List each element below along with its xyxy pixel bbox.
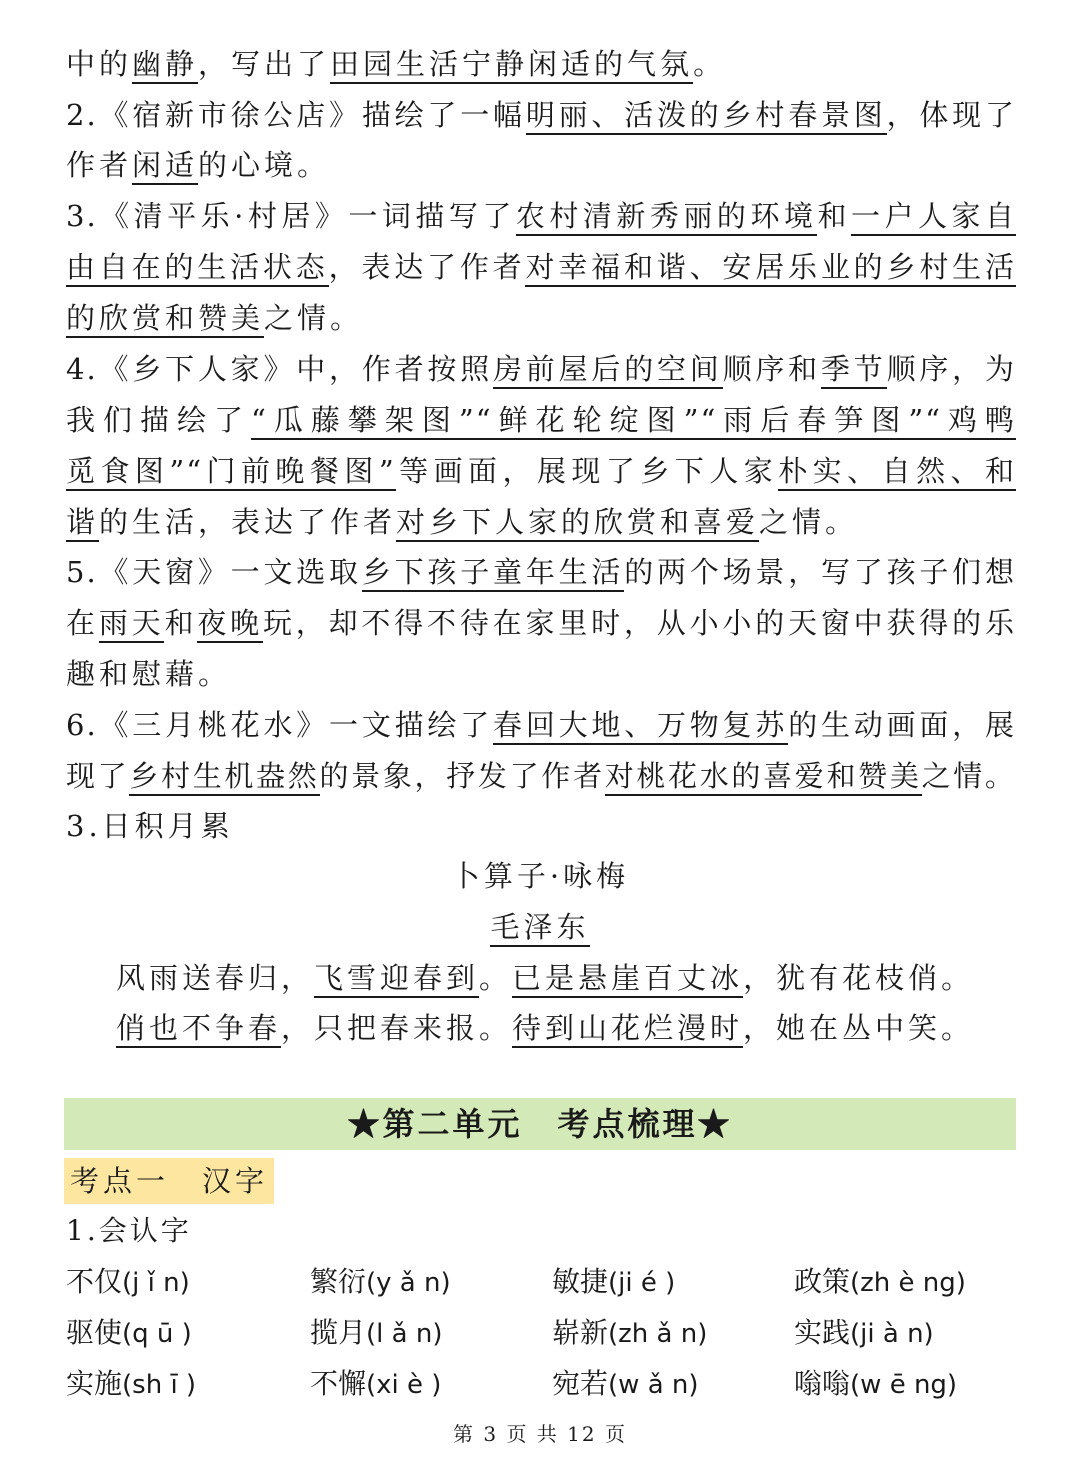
- text-segment: 3.日积月累: [66, 809, 234, 843]
- vocab-item: [794, 1364, 957, 1405]
- vocab-word: 政策: [794, 1265, 851, 1298]
- text-segment: ，她在丛中笑。: [743, 1011, 975, 1045]
- underlined-phrase: “雨后春笋图”: [700, 403, 925, 440]
- text-segment: 2.《宿新市徐公店》描绘了一幅: [66, 98, 526, 132]
- vocab-pinyin: (sh ī ): [122, 1370, 197, 1400]
- underlined-phrase: 的欣赏和赞美: [66, 301, 264, 338]
- text-line-11: [66, 603, 1016, 643]
- text-line-5: [66, 298, 1016, 338]
- underlined-phrase: 待到山花烂漫时: [512, 1011, 743, 1048]
- vocab-word: 驱使: [66, 1316, 123, 1349]
- text-line-14: [66, 756, 1016, 796]
- text-segment: 风雨送春归，: [116, 961, 315, 995]
- vocab-item: [794, 1262, 966, 1303]
- text-segment: 的心境。: [198, 148, 331, 182]
- text-line-3: [66, 196, 1016, 236]
- text-line-12: [66, 654, 1016, 694]
- page-total: 12: [567, 1422, 597, 1446]
- underlined-phrase: 雨天: [99, 606, 165, 643]
- vocab-pinyin: (ji à n): [850, 1319, 934, 1349]
- vocab-item: [66, 1364, 196, 1405]
- poem-author: [0, 907, 1080, 947]
- vocab-pinyin: (xi è ): [366, 1370, 442, 1400]
- underlined-phrase: “门前晚餐图”: [186, 454, 395, 491]
- text-segment: 3.《清平乐·村居》一词描写了: [66, 199, 516, 233]
- text-segment: 的两个场景，写了孩子们想: [624, 555, 1016, 589]
- poem-author-name: 毛泽东: [490, 910, 589, 947]
- text-line-6: [66, 349, 1016, 389]
- underlined-phrase: 夜晚: [197, 606, 263, 643]
- vocab-item: [310, 1262, 451, 1303]
- vocab-pinyin: (zh ǎ n): [608, 1319, 708, 1349]
- text-segment: 之情。: [264, 301, 364, 335]
- text-segment: 中的: [66, 47, 133, 81]
- vocab-pinyin: (l ǎ n): [366, 1319, 443, 1349]
- text-line-7: [66, 400, 1016, 440]
- text-segment: 在: [66, 606, 99, 640]
- underlined-phrase: 一户人家自: [851, 199, 1016, 236]
- vocab-word: 不懈: [310, 1367, 367, 1400]
- vocab-word: 嗡嗡: [794, 1367, 851, 1400]
- text-segment: 4.《乡下人家》中，作者按照: [66, 352, 494, 386]
- underlined-phrase: 飞雪迎春到: [314, 961, 479, 998]
- vocab-word: 揽月: [310, 1316, 367, 1349]
- text-segment: 作者: [66, 148, 133, 182]
- vocab-word: 崭新: [552, 1316, 609, 1349]
- text-line-13: [66, 705, 1016, 745]
- text-line-9: [66, 502, 1016, 542]
- text-segment: 现了: [66, 759, 130, 793]
- vocab-pinyin: (w ǎ n): [608, 1370, 699, 1400]
- underlined-phrase: 明丽、活泼的乡村春景图: [526, 98, 887, 135]
- text-segment: ，犹有花枝俏。: [743, 961, 975, 995]
- subheading-huirenzi: 1.会认字: [66, 1214, 192, 1247]
- underlined-phrase: 对桃花水的喜爱和赞美: [605, 759, 922, 796]
- underlined-phrase: 俏也不争春: [116, 1011, 281, 1048]
- vocab-item: [310, 1364, 441, 1405]
- vocab-pinyin: (zh è ng): [850, 1268, 966, 1298]
- vocab-item: [66, 1262, 190, 1303]
- text-segment: 的生活，表达了作者: [99, 505, 397, 539]
- poem-line-2: [116, 1008, 975, 1048]
- vocab-item: [66, 1313, 192, 1354]
- text-line-8: [66, 451, 1016, 491]
- vocab-word: 不仅: [66, 1265, 123, 1298]
- text-segment: 我们描绘了: [66, 403, 252, 437]
- footer-text: 页 共: [506, 1422, 559, 1446]
- underlined-phrase: “鸡鸭: [925, 403, 1016, 440]
- underlined-phrase: 农村清新秀丽的环境: [516, 199, 818, 236]
- text-line-2: [66, 145, 1016, 185]
- vocab-item: [552, 1313, 707, 1354]
- underlined-phrase: 田园生活宁静闲适的气氛: [330, 47, 693, 84]
- text-line-0: [66, 44, 1016, 84]
- underlined-phrase: 房前屋后的空间: [493, 352, 723, 389]
- section-heading-rijiyuelei: [66, 806, 1016, 846]
- text-segment: 等画面，展现了乡下人家: [395, 454, 779, 488]
- text-segment: 6.《三月桃花水》一文描绘了: [66, 708, 494, 742]
- vocab-item: [794, 1313, 934, 1354]
- text-segment: 。: [479, 961, 513, 995]
- text-segment: ，表达了作者: [328, 250, 526, 284]
- underlined-phrase: 季节: [821, 352, 887, 389]
- text-segment: 趣和慰藉。: [66, 657, 232, 691]
- text-segment: 和: [817, 199, 851, 233]
- text-segment: 和: [164, 606, 198, 640]
- underlined-phrase: 对幸福和谐、安居乐业的乡村生活: [525, 250, 1015, 287]
- poem-line-1: [116, 958, 975, 998]
- underlined-phrase: 谐: [66, 505, 99, 542]
- underlined-phrase: 对乡下人家的欣赏和喜爱: [396, 505, 759, 542]
- footer-text: 页: [604, 1422, 627, 1446]
- vocab-item: [552, 1262, 675, 1303]
- vocab-pinyin: (ji é ): [608, 1268, 676, 1298]
- underlined-phrase: 已是悬崖百丈冰: [512, 961, 743, 998]
- vocab-pinyin: (y ǎ n): [366, 1268, 451, 1298]
- vocab-word: 实践: [794, 1316, 851, 1349]
- page-number: 3: [483, 1422, 499, 1446]
- text-segment: ，只把春来报。: [281, 1011, 513, 1045]
- vocab-item: [310, 1313, 442, 1354]
- unit-banner: ★第二单元 考点梳理★: [64, 1098, 1016, 1150]
- underlined-phrase: 觅食图”: [66, 454, 186, 491]
- underlined-phrase: “鲜花轮绽图”: [476, 403, 701, 440]
- text-segment: 顺序，为: [886, 352, 1016, 386]
- text-segment: 之情。: [921, 759, 1016, 793]
- text-segment: 的景象，抒发了作者: [319, 759, 605, 793]
- vocab-item: [552, 1364, 699, 1405]
- text-segment: 之情。: [759, 505, 859, 539]
- underlined-phrase: 春回大地、万物复苏: [493, 708, 788, 745]
- text-segment: ，体现了: [886, 98, 1016, 132]
- vocab-pinyin: (q ū ): [122, 1319, 192, 1349]
- text-segment: 。: [693, 47, 727, 81]
- vocab-word: 繁衍: [310, 1265, 367, 1298]
- underlined-phrase: “瓜藤攀架图”: [251, 403, 476, 440]
- underlined-phrase: 乡下孩子童年生活: [362, 555, 624, 592]
- vocab-word: 实施: [66, 1367, 123, 1400]
- vocab-word: 敏捷: [552, 1265, 609, 1298]
- vocab-pinyin: (j ǐ n): [122, 1268, 190, 1298]
- text-line-10: [66, 552, 1016, 592]
- vocab-pinyin: (w ē ng): [850, 1370, 958, 1400]
- underlined-phrase: 幽静: [132, 47, 198, 84]
- text-segment: 玩，却不得不待在家里时，从小小的天窗中获得的乐: [262, 606, 1016, 640]
- text-line-4: [66, 247, 1016, 287]
- underlined-phrase: 朴实、自然、和: [778, 454, 1016, 491]
- page-footer: [0, 1420, 1080, 1448]
- underlined-phrase: 乡村生机盎然: [129, 759, 319, 796]
- text-segment: 的生动画面，展: [788, 708, 1016, 742]
- text-line-1: [66, 95, 1016, 135]
- underlined-phrase: 由自在的生活状态: [66, 250, 329, 287]
- text-segment: 5.《天窗》一文选取: [66, 555, 362, 589]
- vocab-word: 宛若: [552, 1367, 609, 1400]
- poem-title: 卜算子·咏梅: [450, 859, 630, 893]
- underlined-phrase: 闲适: [132, 148, 198, 185]
- footer-text: 第: [453, 1422, 475, 1446]
- text-segment: 顺序和: [722, 352, 821, 386]
- text-segment: ，写出了: [198, 47, 331, 81]
- kaodian-heading: 考点一 汉字: [64, 1158, 274, 1204]
